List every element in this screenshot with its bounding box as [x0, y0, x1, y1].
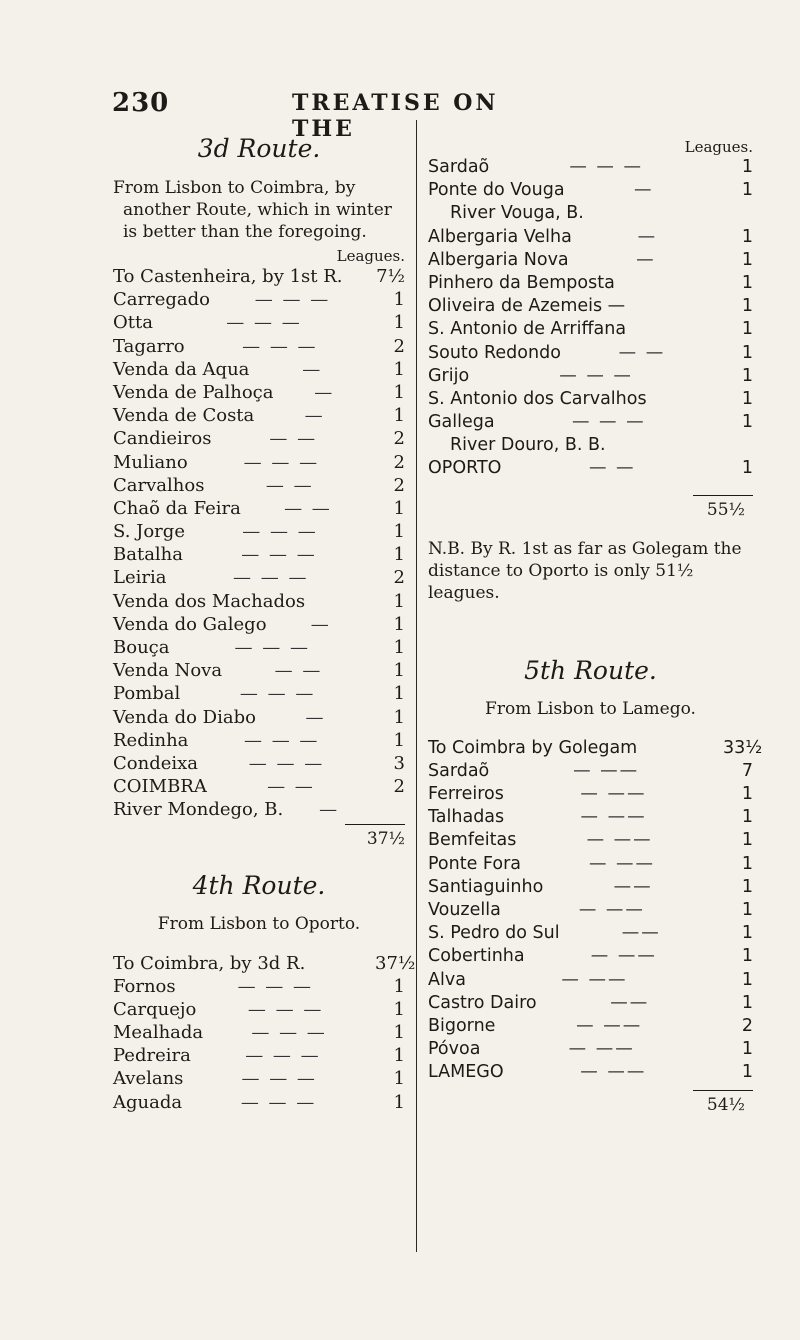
route-entry: [113, 451, 405, 474]
entry-place: LAMEGO: [428, 1062, 504, 1083]
route-entry: [113, 775, 405, 798]
entry-leagues: 37½: [375, 952, 416, 974]
entry-dash: — —: [588, 458, 636, 479]
entry-leagues: 1: [741, 784, 753, 804]
entry-leagues: 1: [741, 1039, 753, 1060]
column-divider: [416, 120, 417, 1252]
route-entry: [428, 226, 753, 249]
route-entry: [428, 156, 753, 179]
route-entry: [113, 358, 405, 381]
route-entry: [113, 1021, 405, 1044]
entry-leagues: 1: [741, 969, 753, 990]
route-entry: [428, 1015, 753, 1038]
entry-place: Redinha: [113, 729, 189, 751]
entry-place: Chaõ da Feira: [113, 497, 241, 519]
route-entry: [113, 729, 405, 752]
entry-leagues: 1: [741, 157, 753, 177]
entry-leagues: 1: [393, 289, 405, 311]
entry-leagues: 1: [393, 1022, 405, 1044]
entry-dash: —: [636, 249, 656, 270]
entry-leagues: 1: [741, 180, 753, 201]
entry-place: Sardaõ: [428, 157, 490, 177]
entry-leagues: 2: [393, 428, 405, 450]
entry-leagues: 1: [741, 342, 753, 363]
entry-leagues: 1: [393, 613, 405, 635]
route-entry: [113, 311, 405, 334]
route-entry: [113, 427, 405, 450]
entry-place: Candieiros: [113, 428, 212, 450]
route-entry: [428, 829, 753, 852]
entry-dash: — —: [274, 660, 323, 682]
route-5-title: 5th Route.: [524, 655, 657, 685]
entry-leagues: 1: [741, 388, 753, 409]
entry-place: Batalha: [113, 544, 184, 566]
entry-dash: — — —: [243, 729, 320, 751]
entry-leagues: 1: [393, 1068, 405, 1090]
entry-place: River Vouga, B.: [450, 203, 584, 224]
route-entry: [428, 737, 763, 760]
route-entry: [428, 1038, 753, 1061]
entry-place: To Coimbra, by 3d R.: [113, 952, 306, 974]
entry-leagues: 1: [741, 946, 753, 967]
entry-place: To Castenheira, by 1st R.: [113, 266, 343, 287]
route-entry: [113, 1091, 405, 1114]
route-entry: [113, 659, 405, 682]
entry-leagues: 1: [741, 226, 753, 247]
entry-place: Bouça: [113, 637, 170, 658]
entry-place: Carregado: [113, 289, 210, 311]
route-3-title: 3d Route.: [197, 134, 321, 163]
entry-place: Venda da Aqua: [113, 358, 250, 380]
route-entry: [113, 706, 405, 729]
entry-dash: — — —: [254, 289, 331, 311]
route-entry: [428, 783, 753, 806]
entry-place: Cobertinha: [428, 946, 525, 967]
entry-dash: ——: [610, 992, 650, 1013]
entry-dash: —: [637, 226, 658, 247]
entry-place: Venda do Diabo: [113, 706, 256, 728]
route-entry: [113, 1044, 405, 1067]
page-header: [112, 88, 550, 142]
entry-place: S. Pedro do Sul: [428, 923, 560, 944]
route-entry: [113, 381, 405, 404]
entry-leagues: 1: [393, 312, 405, 334]
entry-place: Talhadas: [428, 807, 505, 828]
entry-leagues: 2: [393, 567, 405, 589]
entry-dash: — —: [265, 474, 314, 496]
entry-leagues: 1: [741, 853, 753, 874]
route-4-note: [428, 538, 753, 604]
route-4-units: Leagues.: [684, 138, 753, 156]
entry-place: Avelans: [113, 1068, 184, 1090]
entry-dash: — — —: [233, 567, 309, 589]
route-entry: [113, 998, 405, 1021]
entry-place: S. Antonio dos Carvalhos: [428, 388, 647, 409]
entry-leagues: 1: [741, 296, 753, 317]
left-column: [113, 134, 416, 1114]
entry-place: Carvalhos: [113, 474, 205, 496]
route-entry: [428, 249, 753, 272]
entry-leagues: 1: [393, 729, 405, 751]
entry-dash: — — —: [242, 521, 318, 543]
route-5-from: From Lisbon to Lamego.: [485, 698, 696, 719]
entry-place: Pinhero da Bemposta: [428, 272, 615, 293]
route-entry: [428, 202, 753, 225]
entry-place: Santiaguinho: [428, 876, 544, 897]
entry-dash: — — —: [569, 157, 643, 177]
entry-leagues: 1: [393, 521, 405, 543]
route-4-list-right: [428, 156, 753, 481]
entry-place: Gallega: [428, 412, 495, 433]
route-entry: [113, 543, 405, 566]
entry-dash: — —: [267, 776, 315, 798]
entry-place: Oliveira de Azemeis —: [428, 296, 626, 317]
entry-place: OPORTO: [428, 458, 502, 479]
entry-place: River Douro, B. B.: [450, 435, 606, 456]
entry-leagues: 1: [741, 412, 753, 433]
entry-place: S. Jorge: [113, 521, 185, 543]
entry-dash: — — —: [247, 998, 324, 1020]
entry-dash: — — —: [226, 312, 302, 334]
entry-place: Albergaria Nova: [428, 249, 569, 270]
route-entry: [113, 335, 405, 358]
route-entry: [428, 922, 753, 945]
route-5-total: 54½: [706, 1095, 745, 1116]
route-entry: [113, 613, 405, 636]
entry-place: Póvoa: [428, 1039, 481, 1060]
entry-dash: —: [302, 358, 323, 380]
route-entry: [428, 760, 753, 783]
entry-dash: — — —: [559, 365, 633, 386]
entry-place: S. Antonio de Arriffana: [428, 319, 627, 340]
route-entry: [428, 899, 753, 922]
entry-dash: — ——: [586, 830, 653, 851]
entry-place: Ferreiros: [428, 784, 504, 804]
note-lead: N.B.: [428, 538, 466, 559]
entry-dash: — ——: [576, 1015, 643, 1036]
route-entry: [428, 1061, 753, 1084]
entry-place: Pombal: [113, 683, 181, 705]
entry-dash: — — —: [234, 637, 310, 658]
route-entry: [113, 590, 405, 613]
entry-leagues: 1: [393, 381, 405, 403]
entry-place: Alva: [428, 969, 466, 990]
entry-leagues: 2: [393, 335, 405, 357]
entry-place: Venda de Costa: [113, 405, 255, 427]
entry-dash: — ——: [568, 1039, 635, 1060]
route-4-list-left: [113, 952, 416, 1114]
entry-leagues: 1: [741, 923, 753, 944]
entry-leagues: 1: [393, 405, 405, 427]
page-number: 230: [112, 88, 170, 118]
route-entry: [428, 853, 753, 876]
entry-place: Vouzella: [428, 899, 501, 920]
entry-place: Bigorne: [428, 1015, 496, 1036]
entry-dash: — — —: [248, 752, 325, 774]
route-entry: [428, 434, 753, 457]
entry-place: Carquejo: [113, 998, 197, 1020]
entry-leagues: 1: [741, 272, 753, 293]
route-entry: [428, 992, 753, 1015]
entry-leagues: 1: [741, 830, 753, 851]
entry-leagues: 2: [393, 451, 405, 473]
route-entry: [428, 945, 753, 968]
route-entry: [113, 752, 405, 775]
entry-dash: — — —: [242, 335, 318, 357]
entry-dash: — ——: [561, 969, 628, 990]
entry-leagues: 2: [741, 1015, 753, 1036]
entry-dash: — — —: [239, 683, 316, 705]
entry-leagues: 1: [741, 807, 753, 828]
route-entry: [428, 388, 753, 411]
entry-leagues: 2: [393, 474, 405, 496]
entry-dash: —: [319, 799, 340, 821]
entry-dash: — — —: [241, 544, 317, 566]
entry-leagues: 3: [393, 752, 405, 774]
entry-dash: — — —: [241, 1068, 317, 1090]
entry-dash: ——: [621, 923, 661, 944]
entry-leagues: 1: [393, 683, 405, 705]
route-entry: [113, 952, 416, 975]
entry-leagues: 1: [393, 975, 405, 997]
entry-dash: — —: [269, 428, 318, 450]
entry-leagues: 1: [741, 876, 753, 897]
entry-dash: —: [310, 613, 331, 635]
route-entry: [113, 497, 405, 520]
route-entry: [428, 806, 753, 829]
entry-leagues: 1: [393, 1091, 405, 1113]
route-entry: [428, 272, 753, 295]
entry-place: To Coimbra by Golegam: [428, 737, 638, 758]
route-entry: [113, 1067, 405, 1090]
entry-place: Sardaõ: [428, 760, 490, 781]
route-entry: [113, 288, 405, 311]
route-entry: [113, 520, 405, 543]
entry-place: Mealhada: [113, 1022, 204, 1044]
route-entry: [428, 876, 753, 899]
entry-place: Tagarro: [113, 335, 185, 357]
entry-dash: — ——: [578, 899, 645, 920]
entry-leagues: 2: [393, 776, 405, 798]
route-entry: [113, 636, 405, 659]
entry-dash: — ——: [590, 946, 657, 967]
entry-place: Venda Nova: [113, 660, 223, 682]
entry-leagues: 33½: [723, 737, 763, 758]
entry-place: River Mondego, B.: [113, 799, 284, 821]
entry-dash: — — —: [243, 451, 320, 473]
entry-dash: —: [314, 381, 335, 403]
route-entry: [113, 404, 405, 427]
route-entry: [113, 798, 405, 821]
entry-dash: — — —: [237, 975, 314, 997]
entry-place: Venda de Palhoça: [113, 381, 274, 403]
entry-dash: — —: [618, 342, 666, 363]
route-entry: [113, 566, 405, 589]
route-entry: [428, 969, 753, 992]
route-entry: [113, 265, 405, 288]
running-head: TREATISE ON THE: [292, 90, 499, 142]
entry-place: Ponte do Vouga: [428, 180, 565, 201]
entry-place: Leiria: [113, 567, 167, 589]
entry-leagues: 1: [393, 497, 405, 519]
route-4-total: 55½: [706, 499, 745, 520]
route-entry: [428, 295, 753, 318]
entry-dash: — ——: [580, 1062, 647, 1083]
entry-leagues: 1: [393, 637, 405, 658]
entry-leagues: 1: [393, 544, 405, 566]
entry-place: Souto Redondo: [428, 342, 561, 363]
route-entry: [428, 318, 753, 341]
note-text: By R. 1st as far as Golegam the distance to Oporto is only 51½ leagues.: [428, 538, 742, 603]
entry-leagues: 1: [741, 458, 753, 479]
right-column: [428, 138, 763, 1116]
entry-place: Aguada: [113, 1091, 183, 1113]
route-3-list: [113, 265, 405, 822]
entry-place: Pedreira: [113, 1045, 191, 1067]
entry-place: Fornos: [113, 975, 176, 997]
entry-dash: — — —: [245, 1045, 321, 1067]
entry-dash: — — —: [240, 1091, 317, 1113]
entry-leagues: 1: [393, 1045, 405, 1067]
entry-dash: —: [304, 405, 325, 427]
entry-place: Ponte Fora: [428, 853, 521, 874]
route-3-units: Leagues.: [336, 247, 405, 265]
entry-place: Bemfeitas: [428, 830, 517, 851]
entry-leagues: 1: [393, 660, 405, 682]
entry-place: Castro Dairo: [428, 992, 537, 1013]
entry-dash: — — —: [251, 1022, 327, 1044]
entry-place: Muliano: [113, 451, 188, 473]
entry-dash: — ——: [580, 807, 647, 828]
route-3-intro: From Lisbon to Coimbra, by another Route, which in winter is better than the foregoing.: [113, 178, 392, 242]
entry-leagues: 1: [741, 249, 753, 270]
entry-leagues: 7½: [376, 266, 405, 287]
entry-leagues: 1: [741, 365, 753, 386]
entry-leagues: 1: [741, 1062, 753, 1083]
entry-place: COIMBRA: [113, 776, 207, 798]
entry-dash: — — —: [571, 412, 646, 433]
entry-place: Venda dos Machados: [113, 590, 306, 612]
entry-leagues: 1: [393, 706, 405, 728]
route-4-title: 4th Route.: [192, 870, 326, 900]
entry-leagues: 1: [741, 319, 753, 340]
entry-dash: —: [634, 180, 654, 201]
route-entry: [428, 365, 753, 388]
entry-leagues: 1: [393, 590, 405, 612]
route-entry: [428, 411, 753, 434]
entry-place: Otta: [113, 312, 153, 334]
entry-dash: — ——: [588, 853, 656, 874]
route-entry: [428, 457, 753, 480]
entry-place: Albergaria Velha: [428, 226, 572, 247]
entry-place: Condeixa: [113, 752, 199, 774]
entry-dash: —: [305, 706, 326, 728]
route-entry: [428, 179, 753, 202]
entry-leagues: 1: [741, 992, 753, 1013]
route-entry: [428, 342, 753, 365]
route-3-total: 37½: [366, 828, 405, 849]
entry-place: Venda do Galego: [113, 613, 267, 635]
entry-leagues: 7: [741, 760, 753, 781]
entry-dash: — ——: [580, 784, 647, 804]
route-entry: [113, 682, 405, 705]
route-entry: [113, 975, 405, 998]
entry-leagues: 1: [741, 899, 753, 920]
entry-dash: — ——: [573, 760, 640, 781]
entry-dash: — —: [284, 497, 332, 519]
entry-leagues: 1: [393, 358, 405, 380]
entry-leagues: 1: [393, 998, 405, 1020]
route-4-from: From Lisbon to Oporto.: [157, 913, 361, 934]
entry-place: Grijo: [428, 365, 470, 386]
route-5-list: [428, 737, 763, 1085]
entry-dash: ——: [613, 876, 653, 897]
route-entry: [113, 474, 405, 497]
